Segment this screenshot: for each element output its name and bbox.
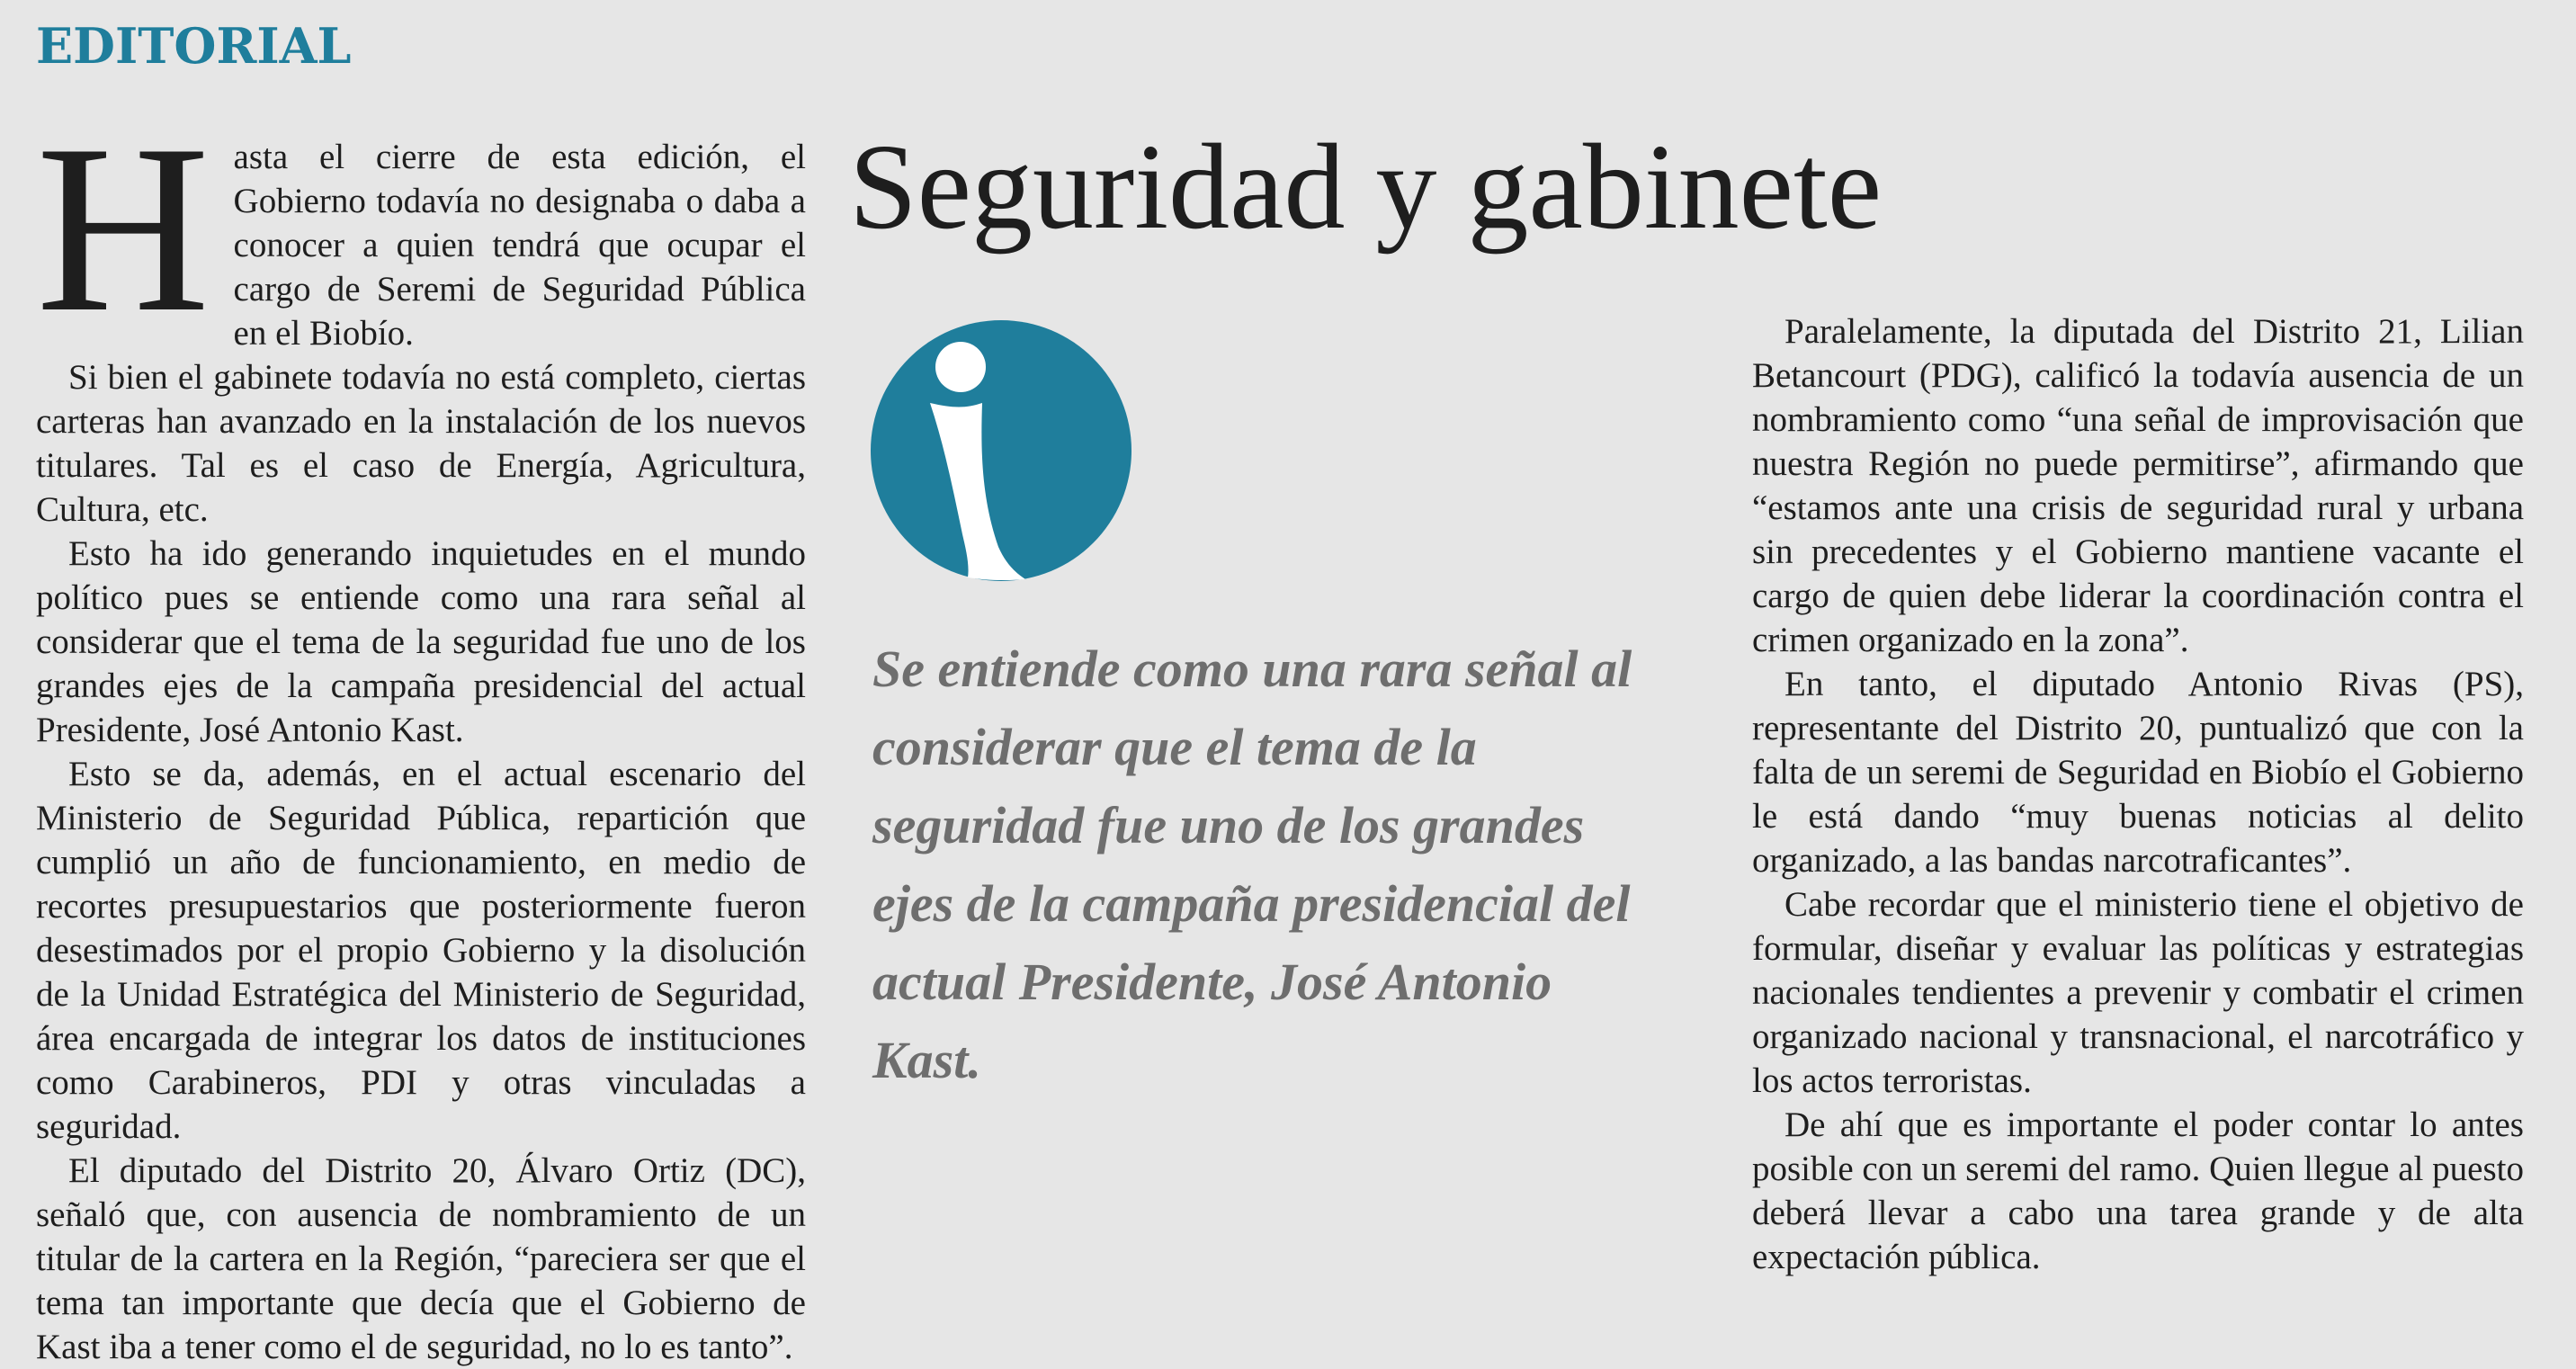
body-paragraph: asta el cierre de esta edición, el Gobierno todavía no designaba o daba a conocer a quien tendrá que ocupar el cargo de Seremi de Seguridad Pública en el Biobío. [233,138,806,353]
body-paragraph: Esto ha ido generando inquietudes en el mundo político pues se entiende como una rara señal al considerar que el tema de la seguridad fue uno de los grandes ejes de la campaña presidencial del actual Presidente, José Antonio Kast. [36,534,806,749]
headline: Seguridad y gabinete [849,120,1883,255]
body-paragraph: Cabe recordar que el ministerio tiene el objetivo de formular, diseñar y evaluar las políticas y estrategias nacionales tendientes a prevenir y combatir el crimen organizado nacional y transnacional, el narcotráfico y los actos terroristas. [1752,885,2524,1100]
body-paragraph: El diputado del Distrito 20, Álvaro Ortiz (DC), señaló que, con ausencia de nombramiento de un titular de la cartera en la Región, “pareciera ser que el tema tan importante que decía que el Gobierno de Kast iba a tener como el de seguridad, no lo es tanto”. [36,1151,806,1366]
body-paragraph: En tanto, el diputado Antonio Rivas (PS), representante del Distrito 20, puntualizó que con la falta de un seremi de Seguridad en Biobío el Gobierno le está dando “muy buenas noticias al delito organizado, a las bandas narcotraficantes”. [1752,665,2524,880]
section-label: EDITORIAL [36,17,352,75]
body-paragraph: Paralelamente, la diputada del Distrito 21, Lilian Betancourt (PDG), calificó la todavía ausencia de un nombramiento como “una señal de improvisación que nuestra Región no puede permitirse”, afirmando que “estamos ante una crisis de seguridad rural y urbana sin precedentes y el Gobierno mantiene vacante el cargo de quien debe liderar la coordinación contra el crimen organizado en la zona”. [1752,312,2524,659]
info-icon [871,320,1131,581]
right-column [1752,309,2524,1279]
body-paragraph: De ahí que es importante el poder contar lo antes posible con un seremi del ramo. Quien llegue al puesto deberá llevar a cabo una tarea grande y de alta expectación pública. [1752,1105,2524,1276]
body-paragraph: Esto se da, además, en el actual escenario del Ministerio de Seguridad Pública, repartición que cumplió un año de funcionamiento, en medio de recortes presupuestarios que posteriormente fueron desestimados por el propio Gobierno y la disolución de la Unidad Estratégica del Ministerio de Seguridad, área encargada de integrar los datos de instituciones como Carabineros, PDI y otras vinculadas a seguridad. [36,755,806,1146]
drop-cap: H [36,94,210,362]
body-paragraph: Si bien el gabinete todavía no está completo, ciertas carteras han avanzado en la instalación de los nuevos titulares. Tal es el caso de Energía, Agricultura, Cultura, etc. [36,358,806,529]
pull-quote: Se entiende como una rara señal al considerar que el tema de la seguridad fue uno de los grandes ejes de la campaña presidencial del actual Presidente, José Antonio Kast. [872,640,1632,1089]
left-column [36,94,806,1369]
